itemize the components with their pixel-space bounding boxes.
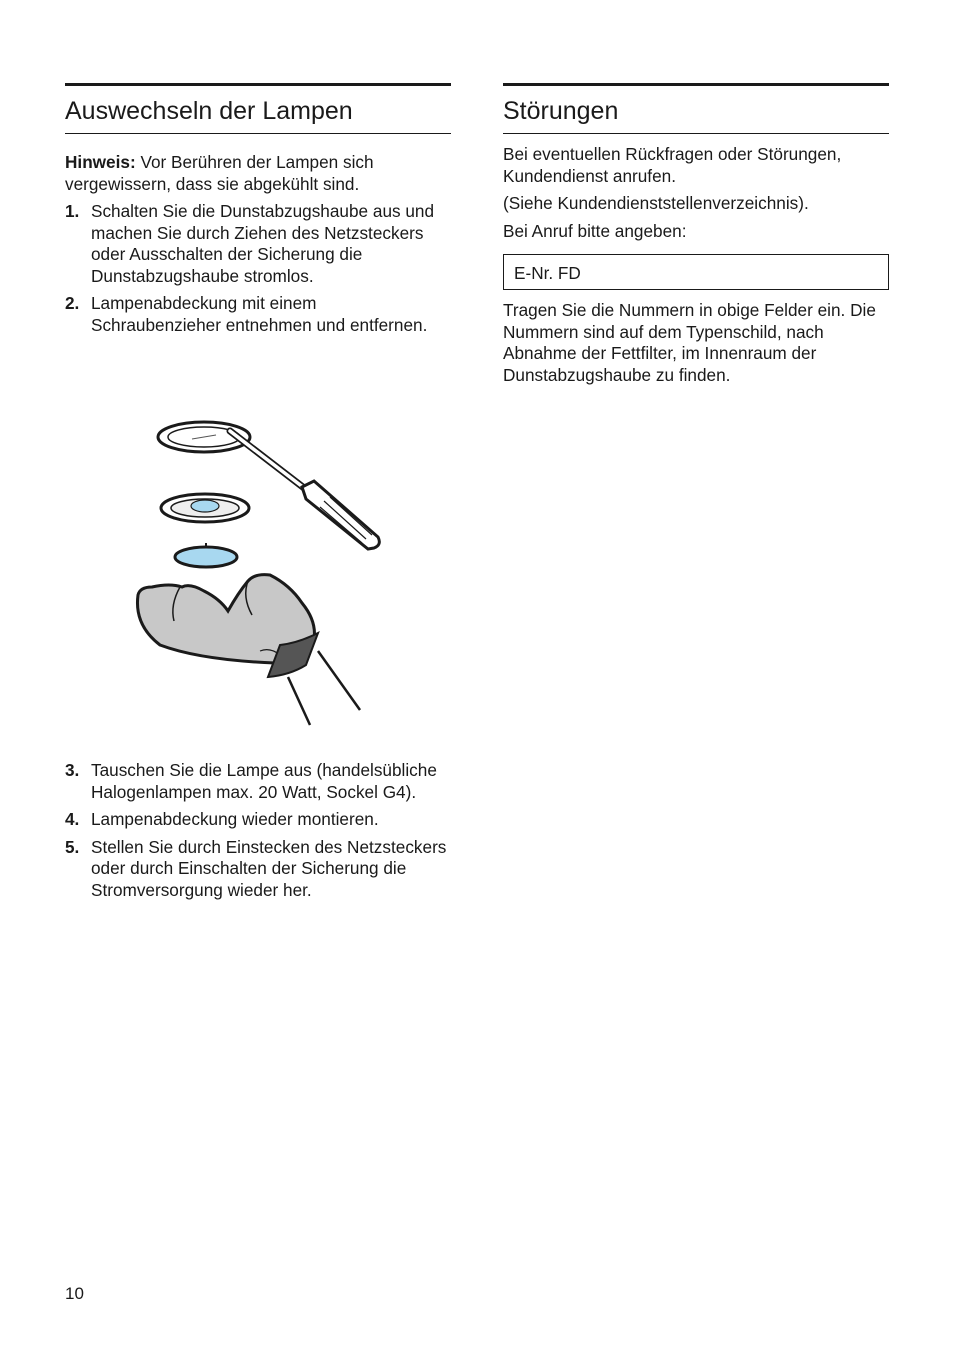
e-nr-fd-field: E-Nr. FD [503,254,889,290]
page-number: 10 [65,1284,84,1303]
step-number: 5. [65,836,80,857]
paragraph-contact: Bei eventuellen Rückfragen oder Störungen, Kundendienst anrufen. [503,144,842,186]
step-number: 2. [65,293,80,313]
step-item [65,760,451,803]
step-text: Lampenabdeckung wieder montieren. [91,809,379,829]
lamp-socket-icon [161,494,249,522]
right-column [503,83,889,392]
step-number: 4. [65,809,80,829]
step-item [65,809,451,831]
paragraph-call-info: Bei Anruf bitte angeben: [503,220,687,241]
steps-list-b [65,760,451,901]
gloved-hand-icon [137,575,360,725]
steps-list-a [65,201,451,336]
step-item [65,201,451,287]
step-item [65,837,451,902]
paragraph-rating-plate: Tragen Sie die Nummern in obige Felder ein. Die Nummern sind auf dem Typenschild, nach Abnahme der Fettfilter, im Innenraum der Dunstabzugshaube zu finden. [503,300,876,385]
step-text: Lampenabdeckung mit einem Schraubenzieher entnehmen und entfernen. [91,293,428,335]
note-text: Vor Berühren der Lampen sich vergewissern, dass sie abgekühlt sind. [65,152,374,194]
section-title-faults: Störungen [503,83,889,134]
note-label: Hinweis: [65,152,136,172]
step-item [65,293,451,336]
note [65,152,451,195]
halogen-lamp-icon [175,543,237,567]
left-column [65,83,451,342]
screwdriver-icon [230,431,379,549]
lamp-replacement-illustration [130,415,390,730]
step-text: Tauschen Sie die Lampe aus (handelsübliche Halogenlampen max. 20 Watt, Sockel G4). [91,760,437,802]
step-number: 1. [65,201,80,221]
step-text: Stellen Sie durch Einstecken des Netzsteckers oder durch Einschalten der Sicherung die Stromversorgung wieder her. [91,836,447,900]
steps-list-b-container [65,760,451,907]
section-title-lamps: Auswechseln der Lampen [65,83,451,134]
paragraph-directory: (Siehe Kundendienststellenverzeichnis). [503,193,809,213]
step-number: 3. [65,760,80,780]
step-text: Schalten Sie die Dunstabzugshaube aus und machen Sie durch Ziehen des Netzsteckers oder Ausschalten der Sicherung die Dunstabzugshaube stromlos. [91,201,435,286]
